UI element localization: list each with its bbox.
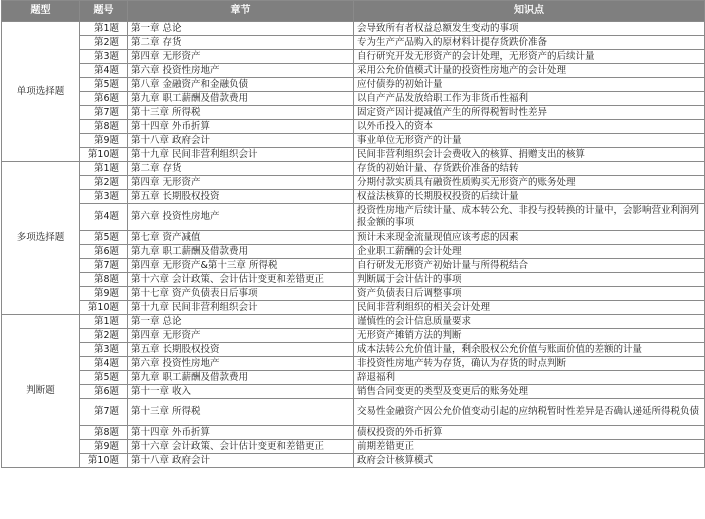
knowledge-point-cell: 固定资产因计提减值产生的所得税暂时性差异 [354,106,705,120]
question-number-cell: 第9题 [80,287,128,301]
chapter-cell: 第一章 总论 [128,315,354,329]
table-row [2,371,705,385]
question-number-cell: 第8题 [80,273,128,287]
knowledge-point-cell: 自行研发无形资产初始计量与所得税结合 [354,259,705,273]
chapter-cell: 第十六章 会计政策、会计估计变更和差错更正 [128,440,354,454]
question-number-cell: 第10题 [80,301,128,315]
chapter-cell: 第六章 投资性房地产 [128,204,354,231]
chapter-cell: 第十七章 资产负债表日后事项 [128,287,354,301]
table-row [2,50,705,64]
table-row [2,190,705,204]
knowledge-point-cell: 应付债券的初始计量 [354,78,705,92]
chapter-cell: 第六章 投资性房地产 [128,64,354,78]
question-number-cell: 第2题 [80,176,128,190]
table-row [2,120,705,134]
knowledge-point-cell: 成本法转公允价值计量，剩余股权公允价值与账面价值的差额的计量 [354,343,705,357]
table-row [2,245,705,259]
header-type: 题型 [2,1,80,22]
question-number-cell: 第8题 [80,120,128,134]
table-row [2,440,705,454]
question-number-cell: 第10题 [80,148,128,162]
table-body [2,22,705,468]
knowledge-point-cell: 交易性金融资产因公允价值变动引起的应纳税暂时性差异是否确认递延所得税负债 [354,399,705,426]
question-number-cell: 第9题 [80,134,128,148]
question-number-cell: 第10题 [80,454,128,468]
question-number-cell: 第6题 [80,245,128,259]
table-row [2,22,705,36]
question-number-cell: 第5题 [80,371,128,385]
knowledge-point-cell: 存货的初始计量、存货跌价准备的结转 [354,162,705,176]
chapter-cell: 第八章 金融资产和金融负债 [128,78,354,92]
question-number-cell: 第1题 [80,315,128,329]
question-number-cell: 第4题 [80,204,128,231]
question-number-cell: 第4题 [80,357,128,371]
table-row [2,454,705,468]
table-row [2,204,705,231]
knowledge-point-cell: 预计未来现金流量现值应该考虑的因素 [354,231,705,245]
chapter-cell: 第四章 无形资产 [128,329,354,343]
table-row [2,329,705,343]
table-row [2,399,705,426]
table-row [2,315,705,329]
question-number-cell: 第1题 [80,22,128,36]
chapter-cell: 第九章 职工薪酬及借款费用 [128,92,354,106]
knowledge-point-cell: 分期付款实质具有融资性质购买无形资产的账务处理 [354,176,705,190]
chapter-cell: 第五章 长期股权投资 [128,190,354,204]
table-row [2,385,705,399]
table-row [2,106,705,120]
question-number-cell: 第7题 [80,399,128,426]
question-number-cell: 第3题 [80,190,128,204]
knowledge-point-cell: 企业职工薪酬的会计处理 [354,245,705,259]
question-number-cell: 第9题 [80,440,128,454]
table-row [2,287,705,301]
question-number-cell: 第2题 [80,329,128,343]
knowledge-point-cell: 民间非营利组织的相关会计处理 [354,301,705,315]
header-knowledge-point: 知识点 [354,1,705,22]
knowledge-point-cell: 销售合同变更的类型及变更后的账务处理 [354,385,705,399]
knowledge-point-cell: 权益法核算的长期股权投资的后续计量 [354,190,705,204]
table-row [2,134,705,148]
question-number-cell: 第7题 [80,106,128,120]
question-number-cell: 第6题 [80,92,128,106]
question-type-cell: 多项选择题 [2,162,80,315]
chapter-cell: 第十三章 所得税 [128,399,354,426]
chapter-cell: 第十六章 会计政策、会计估计变更和差错更正 [128,273,354,287]
chapter-cell: 第七章 资产减值 [128,231,354,245]
table-row [2,148,705,162]
chapter-cell: 第十一章 收入 [128,385,354,399]
knowledge-point-cell: 专为生产产品购入的原材料计提存货跌价准备 [354,36,705,50]
question-number-cell: 第2题 [80,36,128,50]
question-type-cell: 判断题 [2,315,80,468]
knowledge-point-cell: 非投资性房地产转为存货，确认为存货的时点判断 [354,357,705,371]
chapter-cell: 第四章 无形资产&第十三章 所得税 [128,259,354,273]
knowledge-point-cell: 判断属于会计估计的事项 [354,273,705,287]
header-number: 题号 [80,1,128,22]
chapter-cell: 第五章 长期股权投资 [128,343,354,357]
knowledge-point-cell: 采用公允价值模式计量的投资性房地产的会计处理 [354,64,705,78]
question-number-cell: 第3题 [80,343,128,357]
table-row [2,64,705,78]
knowledge-point-cell: 投资性房地产后续计量、成本转公允、非投与投转换的计量中，会影响营业利润列报金额的事项 [354,204,705,231]
chapter-cell: 第九章 职工薪酬及借款费用 [128,245,354,259]
question-number-cell: 第1题 [80,162,128,176]
question-number-cell: 第5题 [80,231,128,245]
chapter-cell: 第一章 总论 [128,22,354,36]
chapter-cell: 第十九章 民间非营利组织会计 [128,148,354,162]
question-number-cell: 第4题 [80,64,128,78]
knowledge-point-cell: 自行研究开发无形资产的会计处理，无形资产的后续计量 [354,50,705,64]
chapter-cell: 第六章 投资性房地产 [128,357,354,371]
table-row [2,92,705,106]
exam-analysis-table [1,0,705,468]
question-number-cell: 第5题 [80,78,128,92]
header-chapter: 章节 [128,1,354,22]
knowledge-point-cell: 资产负债表日后调整事项 [354,287,705,301]
question-type-cell: 单项选择题 [2,22,80,162]
table-row [2,343,705,357]
knowledge-point-cell: 债权投资的外币折算 [354,426,705,440]
chapter-cell: 第十四章 外币折算 [128,120,354,134]
table-row [2,426,705,440]
table-row [2,78,705,92]
table-row [2,231,705,245]
knowledge-point-cell: 前期差错更正 [354,440,705,454]
chapter-cell: 第十四章 外币折算 [128,426,354,440]
question-number-cell: 第7题 [80,259,128,273]
question-number-cell: 第3题 [80,50,128,64]
chapter-cell: 第四章 无形资产 [128,176,354,190]
chapter-cell: 第四章 无形资产 [128,50,354,64]
table-row [2,259,705,273]
knowledge-point-cell: 事业单位无形资产的计量 [354,134,705,148]
question-number-cell: 第6题 [80,385,128,399]
table-row [2,36,705,50]
chapter-cell: 第十八章 政府会计 [128,454,354,468]
knowledge-point-cell: 会导致所有者权益总额发生变动的事项 [354,22,705,36]
table-row [2,301,705,315]
header-row [2,1,705,22]
table-row [2,273,705,287]
knowledge-point-cell: 以自产产品发放给职工作为非货币性福利 [354,92,705,106]
table-row [2,162,705,176]
knowledge-point-cell: 政府会计核算模式 [354,454,705,468]
table-row [2,176,705,190]
question-number-cell: 第8题 [80,426,128,440]
chapter-cell: 第十九章 民间非营利组织会计 [128,301,354,315]
chapter-cell: 第二章 存货 [128,36,354,50]
table-row [2,357,705,371]
knowledge-point-cell: 以外币投入的资本 [354,120,705,134]
knowledge-point-cell: 谨慎性的会计信息质量要求 [354,315,705,329]
chapter-cell: 第二章 存货 [128,162,354,176]
chapter-cell: 第十三章 所得税 [128,106,354,120]
chapter-cell: 第十八章 政府会计 [128,134,354,148]
knowledge-point-cell: 辞退福利 [354,371,705,385]
knowledge-point-cell: 民间非营利组织会计会费收入的核算、捐赠支出的核算 [354,148,705,162]
knowledge-point-cell: 无形资产摊销方法的判断 [354,329,705,343]
chapter-cell: 第九章 职工薪酬及借款费用 [128,371,354,385]
